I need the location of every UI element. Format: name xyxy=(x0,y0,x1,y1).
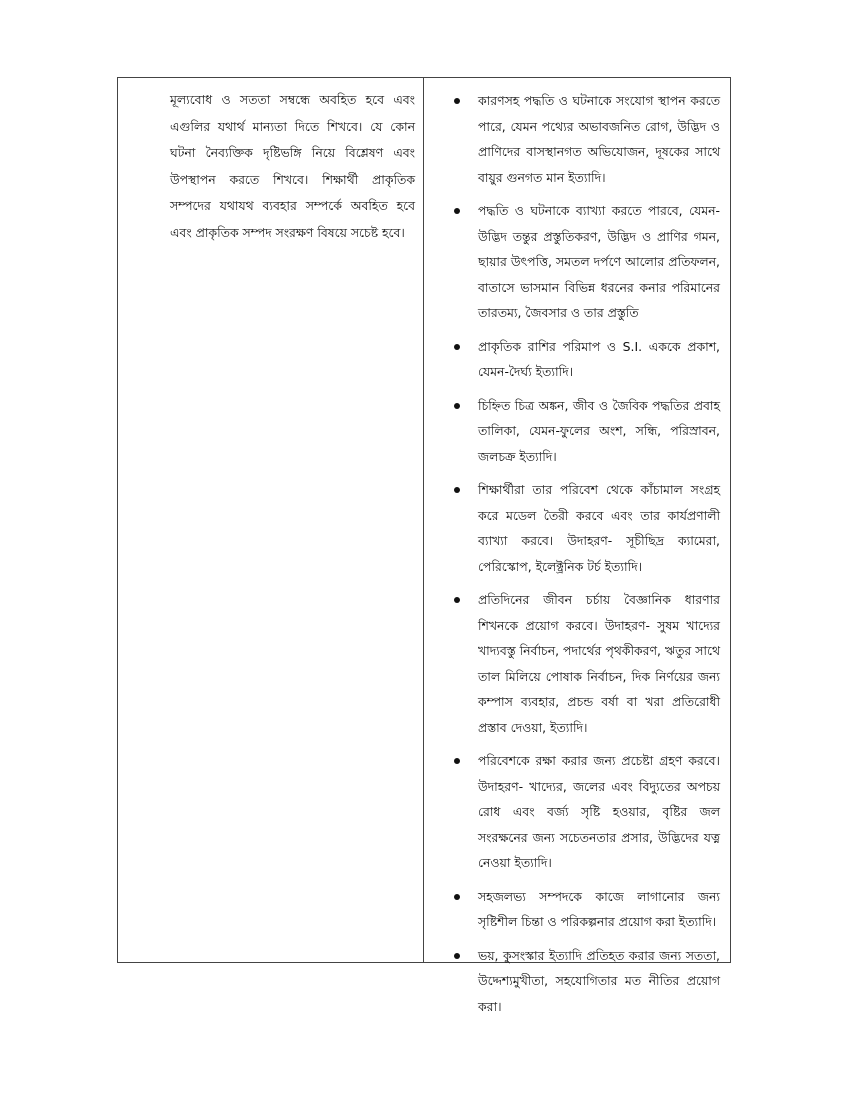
list-item xyxy=(450,198,720,326)
list-item-text: চিহ্নিত চিত্র অঙ্কন, জীব ও জৈবিক পদ্ধতির প্রবাহ তালিকা, যেমন-ফুলের অংশ, সন্ধি, পরিস্রাবন, জলচক্র ইত্যাদি। xyxy=(478,397,720,464)
list-item-text: প্রতিদিনের জীবন চর্চায় বৈজ্ঞানিক ধারণার শিখনকে প্রয়োগ করবে। উদাহরণ- সুষম খাদ্যের খাদ্যবস্তু নির্বাচন, পদার্থের পৃথকীকরণ, ঋতুর সাথে তাল মিলিয়ে পোষাক নির্বাচন, দিক নির্ণয়ের জন্য কম্পাস ব্যবহার, প্রচন্ড বর্ষা বা খরা প্রতিরোধী প্রস্তাব দেওয়া, ইত্যাদি। xyxy=(478,592,720,735)
list-item-text: ভয়, কুসংস্কার ইত্যাদি প্রতিহত করার জন্য সততা, উদ্দেশ্যমুখীতা, সহযোগিতার মত নীতির প্রয়োগ করা। xyxy=(478,947,720,1014)
list-item-text: প্রাকৃতিক রাশির পরিমাপ ও S.I. এককে প্রকাশ, যেমন-দৈর্ঘ্য ইত্যাদি। xyxy=(478,338,720,379)
list-item-text: পদ্ধতি ও ঘটনাকে ব্যাখ্যা করতে পারবে, যেমন- উদ্ভিদ তন্তুর প্রস্তুতিকরণ, উদ্ভিদ ও প্রাণির গমন, ছায়ার উৎপত্তি, সমতল দর্পণে আলোর প্রতিফলন, বাতাসে ভাসমান বিভিন্ন ধরনের কনার পরিমানের তারতম্য, জৈবসার ও তার প্রস্তুতি xyxy=(478,203,720,320)
list-item xyxy=(450,943,720,1020)
list-item-text: কারণসহ পদ্ধতি ও ঘটনাকে সংযোগ স্থাপন করতে পারে, যেমন পথ্যের অভাবজনিত রোগ, উদ্ভিদ ও প্রাণিদের বাসস্থানগত অভিযোজন, দূষকের সাথে বায়ুর গুনগত মান ইত্যাদি। xyxy=(478,93,720,185)
list-item xyxy=(450,884,720,935)
bullet-icon xyxy=(454,487,460,493)
bullet-icon xyxy=(454,758,460,764)
list-item xyxy=(450,88,720,190)
list-item xyxy=(450,748,720,876)
bullet-icon xyxy=(454,98,460,104)
bullet-icon xyxy=(454,597,460,603)
list-item xyxy=(450,587,720,740)
table-cell-left xyxy=(118,78,424,962)
document-table xyxy=(117,77,731,1014)
list-item-text: শিক্ষার্থীরা তার পরিবেশ থেকে কাঁচামাল সংগ্রহ করে মডেল তৈরী করবে এবং তার কার্যপ্রণালী ব্যাখ্যা করবে। উদাহরণ- সূচীছিদ্র ক্যামেরা, পেরিস্কোপ, ইলেক্ট্রনিক টর্চ ইত্যাদি। xyxy=(478,482,720,574)
bullet-icon xyxy=(454,208,460,214)
list-item xyxy=(450,393,720,470)
list-item-text: সহজলভ্য সম্পদকে কাজে লাগানোর জন্য সৃষ্টিশীল চিন্তা ও পরিকল্পনার প্রয়োগ করা ইত্যাদি। xyxy=(478,888,720,929)
list-item-text: পরিবেশকে রক্ষা করার জন্য প্রচেষ্টা গ্রহণ করবে। উদাহরণ- খাদ্যের, জলের এবং বিদ্যুতের অপচয় রোধ এবং বর্জ্য সৃষ্টি হওয়ার, বৃষ্টির জল সংরক্ষনের জন্য সচেতনতার প্রসার, উদ্ভিদের যত্ন নেওয়া ইত্যাদি। xyxy=(478,753,720,870)
left-paragraph: মূল্যবোধ ও সততা সম্বন্ধে অবহিত হবে এবং এগুলির যথার্থ মান্যতা দিতে শিখবে। যে কোন ঘটনা নৈব্যক্তিক দৃষ্টিভঙ্গি নিয়ে বিশ্লেষণ এবং উপস্থাপন করতে শিখবে। শিক্ষার্থী প্রাকৃতিক সম্পদের যথাযথ ব্যবহার সম্পর্কে অবহিত হবে এবং প্রাকৃতিক সম্পদ সংরক্ষণ বিষয়ে সচেষ্ট হবে। xyxy=(170,92,415,240)
bullet-icon xyxy=(454,953,460,959)
bullet-icon xyxy=(454,894,460,900)
table-cell-right xyxy=(424,78,730,1014)
bullet-icon xyxy=(454,344,460,350)
list-item xyxy=(450,334,720,385)
bullet-icon xyxy=(454,403,460,409)
list-item xyxy=(450,477,720,579)
bullet-list xyxy=(450,88,720,1019)
